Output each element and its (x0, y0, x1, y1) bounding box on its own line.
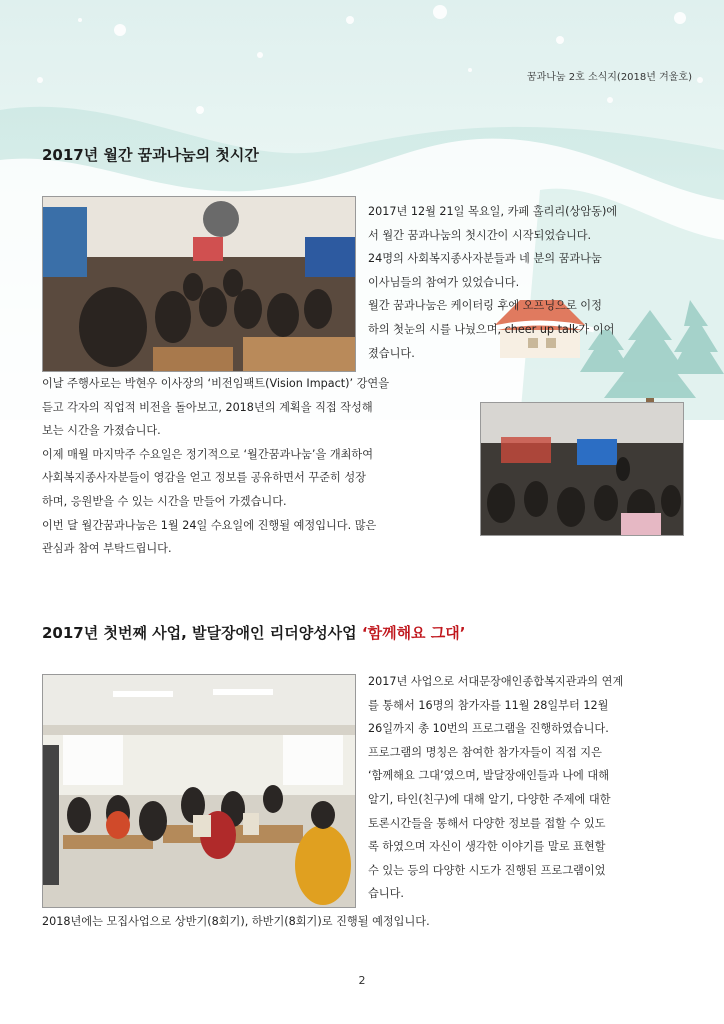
section1-left-line: 이날 주행사로는 박현우 이사장의 ‘비전임팩트(Vision Impact)’ 강연을 (42, 377, 390, 390)
cafe-event-photo-illustration (43, 197, 355, 371)
section1-left-text (42, 372, 474, 561)
section2-title (42, 622, 465, 643)
section1-right-line: 하의 첫눈의 시를 나눴으며, cheer up talk가 이어 (368, 322, 615, 336)
section2-right-line: 수 있는 등의 다양한 시도가 진행된 프로그램이었 (368, 863, 606, 877)
section2-right-line: ‘함께해요 그대’였으며, 발달장애인들과 나에 대해 (368, 769, 610, 783)
section1-left-line: 듣고 각자의 직업적 비전을 돌아보고, 2018년의 계획을 직접 작성해 (42, 400, 373, 414)
section1-left-line: 이제 매월 마지막주 수요일은 정기적으로 ‘월간꿈과나눔’을 개최하여 (42, 447, 374, 461)
section1-left-line: 관심과 참여 부탁드립니다. (42, 542, 172, 556)
section2-right-line: 습니다. (368, 887, 404, 901)
section1-title-text: 2017년 월간 꿈과나눔의 첫시간 (42, 146, 259, 164)
section2-right-line: 프로그램의 명칭은 참여한 참가자들이 직접 지은 (368, 745, 602, 759)
program-session-photo-illustration (43, 675, 355, 907)
section2-right-line: 토론시간들을 통해서 다양한 정보를 접할 수 있도 (368, 816, 606, 830)
section2-title-text: 2017년 첫번째 사업, 발달장애인 리더양성사업 (42, 624, 362, 642)
section1-title (42, 144, 259, 165)
section1-left-line: 하며, 응원받을 수 있는 시간을 만들어 가겠습니다. (42, 494, 287, 508)
section2-title-highlight: ‘함께해요 그대’ (361, 624, 466, 642)
cafe-event-photo (42, 196, 356, 372)
section1-right-line: 이사님들의 참여가 있었습니다. (368, 275, 520, 289)
section1-left-line: 이번 달 월간꿈과나눔은 1월 24일 수요일에 진행될 예정입니다. 많은 (42, 518, 377, 532)
section2-right-line: 알기, 타인(친구)에 대해 알기, 다양한 주제에 대한 (368, 792, 611, 806)
section1-left-line: 사회복지종사자분들이 영감을 얻고 정보를 공유하면서 꾸준히 성장 (42, 471, 366, 485)
section1-right-line: 24명의 사회복지종사자분들과 네 분의 꿈과나눔 (368, 252, 602, 266)
section2-right-line: 2017년 사업으로 서대문장애인종합복지관과의 연계 (368, 675, 624, 688)
page-number: 2 (358, 974, 366, 987)
section1-right-text (368, 200, 680, 365)
section1-left-line: 보는 시간을 가졌습니다. (42, 424, 161, 438)
section1-right-line: 졌습니다. (368, 346, 415, 360)
section2-right-line: 록 하였으며 자신이 생각한 이야기를 말로 표현할 (368, 840, 606, 854)
section2-footer-line: 2018년에는 모집사업으로 상반기(8회기), 하반기(8회기)로 진행될 예정입니다. (42, 915, 430, 928)
newsletter-issue: 꿈과나눔 2호 소식지(2018년 겨울호) (526, 72, 692, 83)
lecture-photo-illustration (481, 403, 683, 535)
section2-footer-text (42, 910, 682, 934)
section1-right-line: 월간 꿈과나눔은 케이터링 후에 오프닝으로 이정 (368, 299, 602, 313)
section2-right-text (368, 670, 680, 906)
section2-right-line: 를 통해서 16명의 참가자를 11월 28일부터 12월 (368, 698, 609, 712)
section1-right-line: 2017년 12월 21일 목요일, 카페 홀리리(상암동)에 (368, 205, 618, 218)
program-session-photo (42, 674, 356, 908)
section1-right-line: 서 월간 꿈과나눔의 첫시간이 시작되었습니다. (368, 228, 592, 242)
lecture-photo (480, 402, 684, 536)
section2-right-line: 26일까지 총 10번의 프로그램을 진행하였습니다. (368, 722, 609, 736)
